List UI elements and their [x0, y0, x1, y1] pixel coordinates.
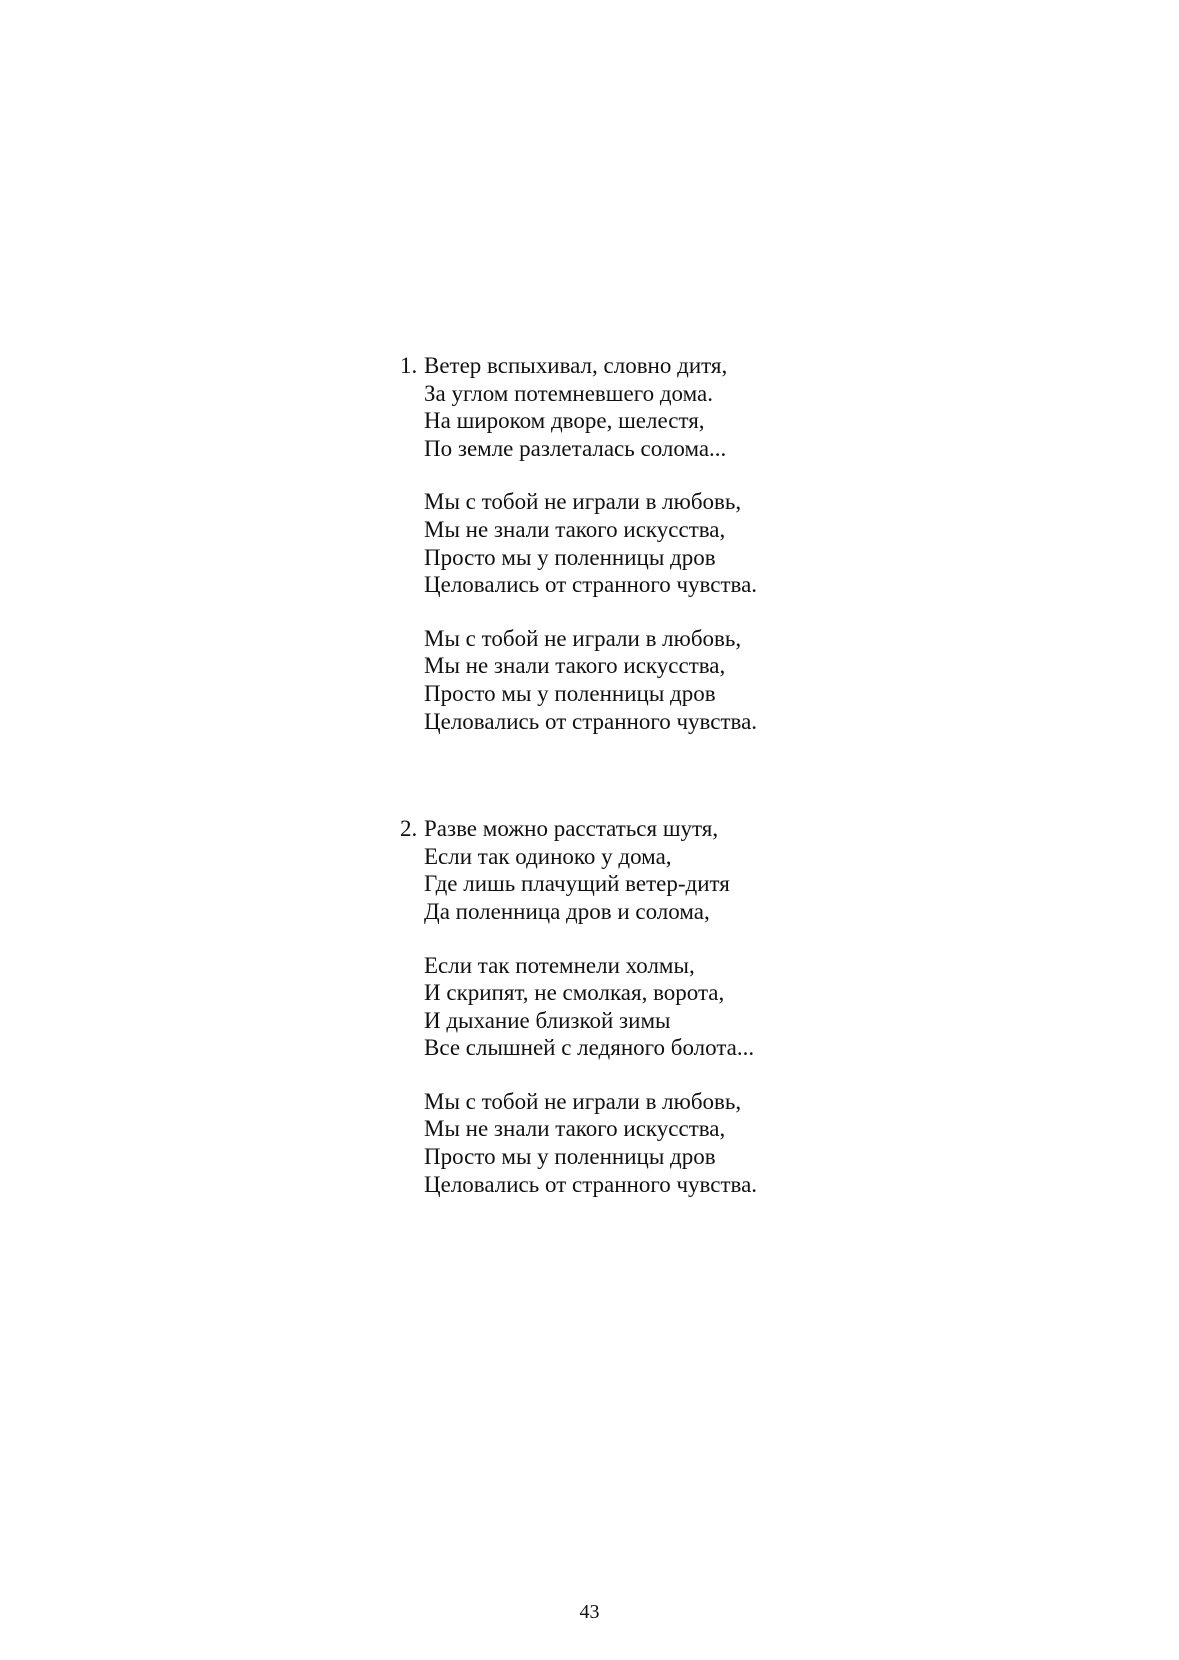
poem-line: Разве можно расстаться шутя,: [424, 816, 719, 842]
poem-line: Мы не знали такого искусства,: [424, 516, 726, 542]
poem-line: По земле разлеталась солома...: [424, 435, 727, 461]
poem-line: Мы с тобой не играли в любовь,: [424, 625, 742, 651]
poem-line: И дыхание близкой зимы: [424, 1007, 671, 1033]
poem-line: Если так одиноко у дома,: [424, 843, 672, 869]
stanza: [424, 815, 944, 925]
stanza: [424, 625, 944, 735]
poem-line: Если так потемнели холмы,: [424, 952, 695, 978]
poem-line: Мы с тобой не играли в любовь,: [424, 1088, 742, 1114]
poem-line: Все слышней с ледяного болота...: [424, 1035, 755, 1061]
page-number: 43: [579, 1601, 600, 1623]
poem-line: Где лишь плачущий ветер-дитя: [424, 871, 730, 897]
poem-line: Целовались от странного чувства.: [424, 1171, 758, 1197]
stanza: [424, 352, 944, 462]
poem: [400, 352, 944, 1224]
poem-line: За углом потемневшего дома.: [424, 380, 713, 406]
stanza: [424, 488, 944, 598]
verse-number: 2.: [400, 816, 418, 842]
verse-number: 1.: [400, 353, 418, 378]
poem-line: Мы не знали такого искусства,: [424, 1116, 726, 1142]
poem-line: Ветер вспыхивал, словно дитя,: [424, 353, 728, 378]
poem-line: Мы не знали такого искусства,: [424, 653, 726, 679]
poem-line: Просто мы у поленницы дров: [424, 1144, 716, 1170]
verse-1: [400, 352, 944, 735]
poem-line: Мы с тобой не играли в любовь,: [424, 489, 742, 515]
poem-line: Просто мы у поленницы дров: [424, 544, 716, 570]
poem-line: И скрипят, не смолкая, ворота,: [424, 980, 725, 1006]
poem-line: Просто мы у поленницы дров: [424, 680, 716, 706]
poem-line: Целовались от странного чувства.: [424, 572, 758, 598]
stanza: [424, 952, 944, 1062]
poem-line: Да поленница дров и солома,: [424, 898, 710, 924]
poem-line: На широком дворе, шелестя,: [424, 408, 705, 434]
poem-line: Целовались от странного чувства.: [424, 708, 758, 734]
verse-2: [400, 815, 944, 1198]
stanza: [424, 1088, 944, 1198]
